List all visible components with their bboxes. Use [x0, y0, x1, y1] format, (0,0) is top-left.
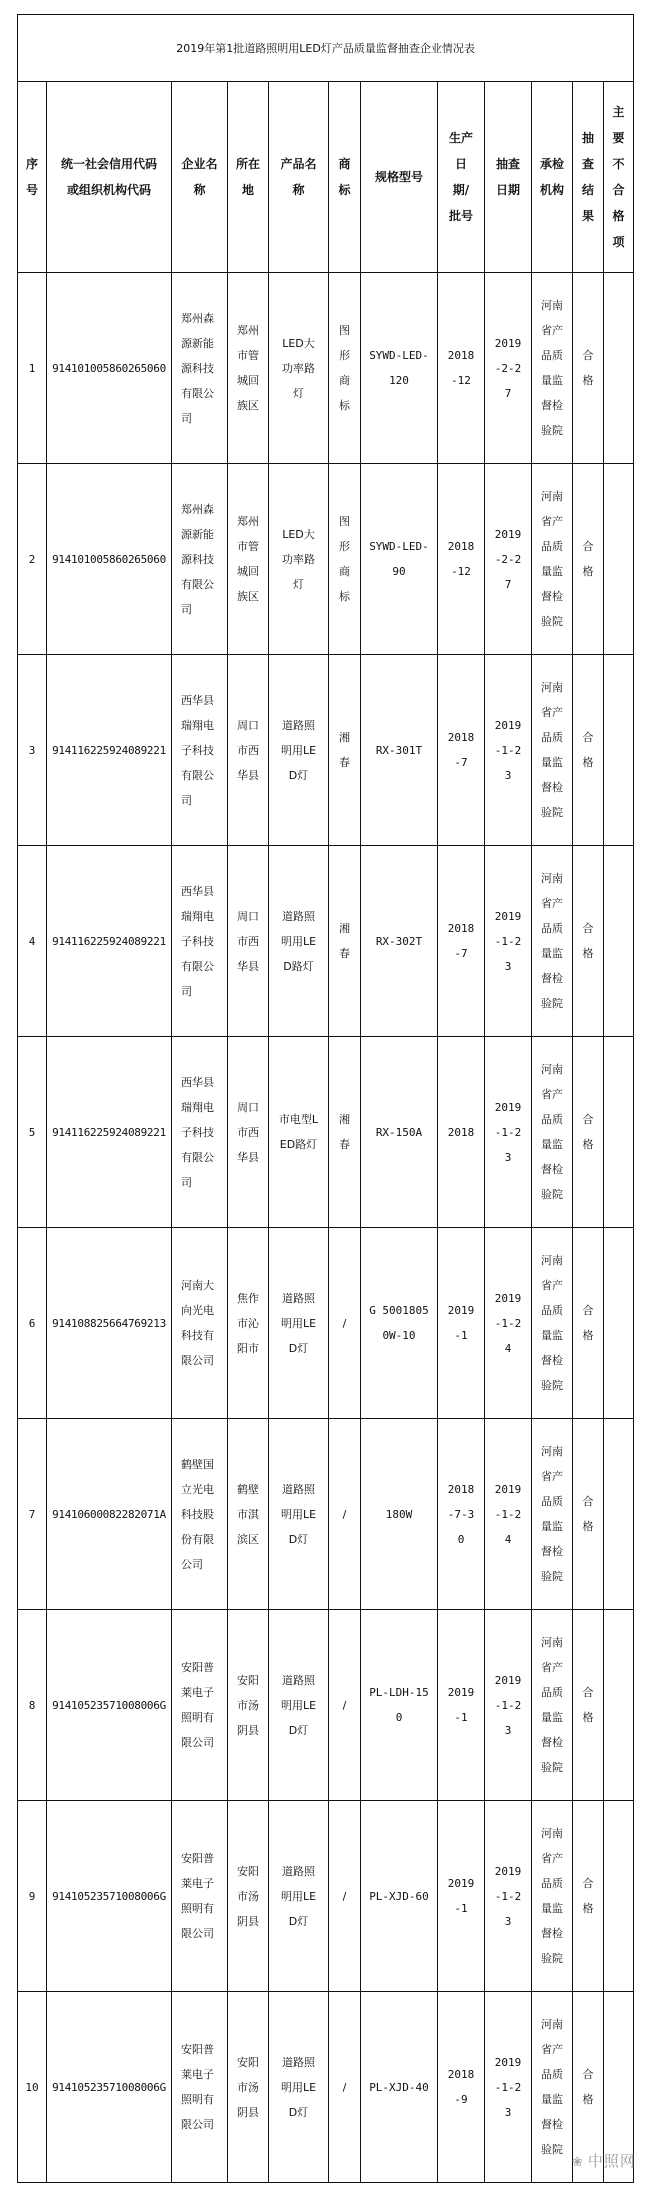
header-result: 抽查结果: [573, 82, 604, 273]
table-row: [18, 273, 634, 464]
watermark-text: 中照网: [587, 2152, 636, 2170]
table-row: [18, 1992, 634, 2183]
cell-check-date: 2019-1-23: [485, 655, 532, 846]
cell-company: 西华县瑞翔电子科技有限公司: [172, 1037, 228, 1228]
cell-location: 安阳市汤阴县: [228, 1610, 269, 1801]
header-code: 统一社会信用代码或组织机构代码: [47, 82, 172, 273]
cell-prod-date: 2018-7: [438, 655, 485, 846]
header-company: 企业名称: [172, 82, 228, 273]
cell-result: 合格: [573, 273, 604, 464]
cell-brand: 湘春: [329, 1037, 361, 1228]
cell-prod-date: 2018-7: [438, 846, 485, 1037]
cell-check-date: 2019-2-27: [485, 464, 532, 655]
cell-prod-date: 2018-12: [438, 273, 485, 464]
cell-location: 周口市西华县: [228, 846, 269, 1037]
header-product: 产品名称: [269, 82, 329, 273]
cell-defects: [604, 1228, 634, 1419]
cell-company: 鹤壁国立光电科技股份有限公司: [172, 1419, 228, 1610]
cell-code: 914116225924089221: [47, 1037, 172, 1228]
cell-check-date: 2019-1-23: [485, 1992, 532, 2183]
wechat-icon: ❀: [572, 2155, 584, 2170]
table-row: [18, 464, 634, 655]
cell-result: 合格: [573, 655, 604, 846]
header-check-date: 抽查日期: [485, 82, 532, 273]
cell-brand: 图形商标: [329, 273, 361, 464]
cell-model: PL-XJD-60: [361, 1801, 438, 1992]
cell-code: 914101005860265060: [47, 273, 172, 464]
cell-defects: [604, 1801, 634, 1992]
cell-company: 安阳普莱电子照明有限公司: [172, 1801, 228, 1992]
table-row: [18, 655, 634, 846]
cell-model: G 50018050W-10: [361, 1228, 438, 1419]
cell-model: RX-150A: [361, 1037, 438, 1228]
cell-prod-date: 2018-9: [438, 1992, 485, 2183]
cell-location: 安阳市汤阴县: [228, 1801, 269, 1992]
cell-location: 周口市西华县: [228, 655, 269, 846]
cell-result: 合格: [573, 1419, 604, 1610]
cell-check-date: 2019-2-27: [485, 273, 532, 464]
header-prod-date: 生产日期/批号: [438, 82, 485, 273]
cell-inspector: 河南省产品质量监督检验院: [532, 1992, 573, 2183]
cell-defects: [604, 655, 634, 846]
header-row: [18, 82, 634, 273]
cell-check-date: 2019-1-23: [485, 1037, 532, 1228]
cell-company: 安阳普莱电子照明有限公司: [172, 1610, 228, 1801]
cell-product: 道路照明用LED灯: [269, 1610, 329, 1801]
cell-product: 道路照明用LED灯: [269, 1419, 329, 1610]
cell-inspector: 河南省产品质量监督检验院: [532, 273, 573, 464]
cell-inspector: 河南省产品质量监督检验院: [532, 1419, 573, 1610]
cell-product: 道路照明用LED路灯: [269, 846, 329, 1037]
table-row: [18, 1228, 634, 1419]
cell-product: 道路照明用LED灯: [269, 1801, 329, 1992]
cell-location: 鹤壁市淇滨区: [228, 1419, 269, 1610]
cell-result: 合格: [573, 846, 604, 1037]
cell-model: PL-XJD-40: [361, 1992, 438, 2183]
cell-location: 焦作市沁阳市: [228, 1228, 269, 1419]
cell-check-date: 2019-1-23: [485, 1610, 532, 1801]
cell-brand: 湘春: [329, 655, 361, 846]
table-row: [18, 846, 634, 1037]
cell-location: 郑州市管城回族区: [228, 273, 269, 464]
cell-defects: [604, 273, 634, 464]
cell-code: 914108825664769213: [47, 1228, 172, 1419]
cell-code: 914101005860265060: [47, 464, 172, 655]
cell-no: 10: [18, 1992, 47, 2183]
cell-location: 安阳市汤阴县: [228, 1992, 269, 2183]
cell-brand: /: [329, 1801, 361, 1992]
cell-defects: [604, 1610, 634, 1801]
cell-product: LED大功率路灯: [269, 273, 329, 464]
cell-brand: /: [329, 1419, 361, 1610]
cell-no: 8: [18, 1610, 47, 1801]
cell-check-date: 2019-1-24: [485, 1228, 532, 1419]
cell-no: 3: [18, 655, 47, 846]
cell-product: 道路照明用LED灯: [269, 1992, 329, 2183]
cell-company: 郑州森源新能源科技有限公司: [172, 273, 228, 464]
cell-inspector: 河南省产品质量监督检验院: [532, 1037, 573, 1228]
header-brand: 商标: [329, 82, 361, 273]
cell-defects: [604, 1419, 634, 1610]
cell-brand: /: [329, 1992, 361, 2183]
cell-code: 91410523571008006G: [47, 1801, 172, 1992]
cell-model: SYWD-LED-90: [361, 464, 438, 655]
cell-code: 91410523571008006G: [47, 1992, 172, 2183]
cell-prod-date: 2018: [438, 1037, 485, 1228]
cell-no: 2: [18, 464, 47, 655]
cell-no: 7: [18, 1419, 47, 1610]
cell-no: 6: [18, 1228, 47, 1419]
cell-code: 91410600082282071A: [47, 1419, 172, 1610]
inspection-table: [17, 14, 634, 2183]
table-row: [18, 1037, 634, 1228]
table-body: [18, 273, 634, 2183]
cell-inspector: 河南省产品质量监督检验院: [532, 1228, 573, 1419]
cell-brand: /: [329, 1610, 361, 1801]
cell-product: LED大功率路灯: [269, 464, 329, 655]
table-row: [18, 1610, 634, 1801]
cell-defects: [604, 1037, 634, 1228]
cell-code: 914116225924089221: [47, 846, 172, 1037]
cell-no: 1: [18, 273, 47, 464]
cell-product: 道路照明用LED灯: [269, 655, 329, 846]
header-defects: 主要不合格项: [604, 82, 634, 273]
table-row: [18, 1801, 634, 1992]
cell-code: 914116225924089221: [47, 655, 172, 846]
cell-result: 合格: [573, 1992, 604, 2183]
cell-model: SYWD-LED-120: [361, 273, 438, 464]
cell-company: 西华县瑞翔电子科技有限公司: [172, 846, 228, 1037]
header-no: 序号: [18, 82, 47, 273]
table-title: 2019年第1批道路照明用LED灯产品质量监督抽查企业情况表: [18, 15, 634, 82]
cell-no: 9: [18, 1801, 47, 1992]
cell-check-date: 2019-1-23: [485, 846, 532, 1037]
cell-check-date: 2019-1-24: [485, 1419, 532, 1610]
cell-defects: [604, 464, 634, 655]
cell-brand: 图形商标: [329, 464, 361, 655]
cell-result: 合格: [573, 1801, 604, 1992]
cell-prod-date: 2018-7-30: [438, 1419, 485, 1610]
cell-company: 安阳普莱电子照明有限公司: [172, 1992, 228, 2183]
cell-model: 180W: [361, 1419, 438, 1610]
cell-brand: 湘春: [329, 846, 361, 1037]
cell-inspector: 河南省产品质量监督检验院: [532, 1801, 573, 1992]
cell-prod-date: 2019-1: [438, 1801, 485, 1992]
cell-model: PL-LDH-150: [361, 1610, 438, 1801]
watermark: [572, 2150, 636, 2171]
cell-company: 河南大向光电科技有限公司: [172, 1228, 228, 1419]
cell-prod-date: 2018-12: [438, 464, 485, 655]
cell-brand: /: [329, 1228, 361, 1419]
cell-result: 合格: [573, 464, 604, 655]
cell-product: 市电型LED路灯: [269, 1037, 329, 1228]
cell-model: RX-302T: [361, 846, 438, 1037]
header-inspector: 承检机构: [532, 82, 573, 273]
cell-location: 周口市西华县: [228, 1037, 269, 1228]
cell-inspector: 河南省产品质量监督检验院: [532, 655, 573, 846]
cell-result: 合格: [573, 1037, 604, 1228]
cell-code: 91410523571008006G: [47, 1610, 172, 1801]
cell-no: 5: [18, 1037, 47, 1228]
cell-inspector: 河南省产品质量监督检验院: [532, 464, 573, 655]
cell-no: 4: [18, 846, 47, 1037]
cell-defects: [604, 846, 634, 1037]
cell-inspector: 河南省产品质量监督检验院: [532, 846, 573, 1037]
cell-company: 西华县瑞翔电子科技有限公司: [172, 655, 228, 846]
cell-product: 道路照明用LED灯: [269, 1228, 329, 1419]
cell-company: 郑州森源新能源科技有限公司: [172, 464, 228, 655]
cell-prod-date: 2019-1: [438, 1228, 485, 1419]
cell-result: 合格: [573, 1610, 604, 1801]
cell-prod-date: 2019-1: [438, 1610, 485, 1801]
header-model: 规格型号: [361, 82, 438, 273]
cell-result: 合格: [573, 1228, 604, 1419]
table-row: [18, 1419, 634, 1610]
cell-check-date: 2019-1-23: [485, 1801, 532, 1992]
header-location: 所在地: [228, 82, 269, 273]
cell-inspector: 河南省产品质量监督检验院: [532, 1610, 573, 1801]
cell-location: 郑州市管城回族区: [228, 464, 269, 655]
cell-model: RX-301T: [361, 655, 438, 846]
